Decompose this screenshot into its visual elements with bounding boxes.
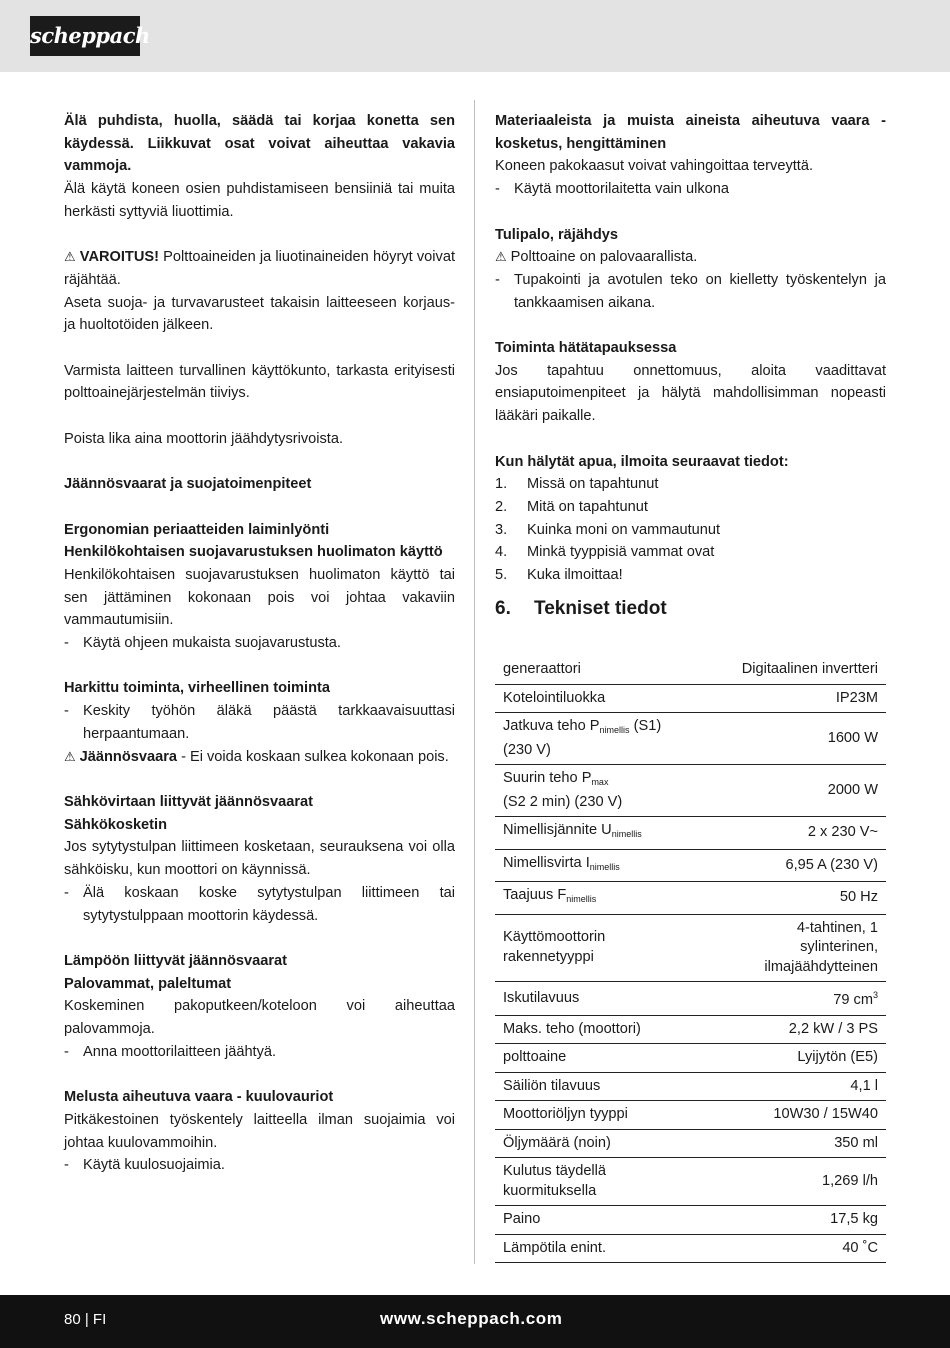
dash-list-item: - Älä koskaan koske sytytystulpan liittimeen tai sytytystulppaan moottorin käydessä. <box>64 884 455 924</box>
table-row: generaattori Digitaalinen invertteri <box>495 656 886 684</box>
table-row: Kulutus täydellä kuormituksella 1,269 l/h <box>495 1158 886 1206</box>
heading: Materiaaleista ja muista aineista aiheutuva vaara - kosketus, hengittäminen <box>495 113 886 152</box>
table-row: Iskutilavuus 79 $cm^3$ <box>495 982 886 1016</box>
numbered-list-item: 5. Kuka ilmoittaa! <box>495 567 623 584</box>
heading: Tulipalo, räjähdys <box>495 226 618 243</box>
table-row: Nimellisjännite $U_{nimellis}$ 2 x 230 V~ <box>495 817 886 850</box>
dash-list-item: - Käytä kuulosuojaimia. <box>64 1157 225 1174</box>
table-row: Lämpötila enint. 40 ˚C <box>495 1234 886 1263</box>
dash-list-item: - Anna moottorilaitteen jäähtyä. <box>64 1043 277 1060</box>
paragraph: Aseta suoja- ja turvavarusteet takaisin laitteeseen korjaus- ja huoltotöiden jälkeen. <box>64 294 455 334</box>
warning-text: Polttoaine on palovaarallista. <box>510 249 698 266</box>
table-row: Käyttömoottorin rakennetyyppi 4-tahtinen, 1 sylinterinen, ilmajäähdytteinen <box>495 914 886 982</box>
table-row: Jatkuva teho $P_{nimellis}$ (S1) (230 V) 1600 W <box>495 713 886 765</box>
heading: Sähkövirtaan liittyvät jäännösvaarat <box>64 793 314 810</box>
paragraph: Jos tapahtuu onnettomuus, aloita vaadittavat ensiaputoimenpiteet ja hälytä mahdollisimman nopeasti lääkäri paikalle. <box>495 362 886 425</box>
paragraph: Varmista laitteen turvallinen käyttökunto, tarkasta erityisesti polttoainejärjestelmän tiiviys. <box>64 362 455 402</box>
heading: Palovammat, paleltumat <box>64 975 232 992</box>
heading: Harkittu toiminta, virheellinen toiminta <box>64 680 330 697</box>
table-row: Kotelointiluokka IP23M <box>495 684 886 713</box>
column-divider <box>474 100 475 1264</box>
numbered-list-item: 3. Kuinka moni on vammautunut <box>495 521 721 538</box>
numbered-list-item: 2. Mitä on tapahtunut <box>495 498 648 515</box>
table-row: Moottoriöljyn tyyppi 10W30 / 15W40 <box>495 1101 886 1130</box>
dash-list-item: - Tupakointi ja avotulen teko on kielletty työskentelyn ja tankkaamisen aikana. <box>495 271 886 311</box>
table-row: Öljymäärä (noin) 350 ml <box>495 1129 886 1158</box>
paragraph: Poista lika aina moottorin jäähdytysrivoista. <box>64 430 344 447</box>
heading: Jäännösvaarat ja suojatoimenpiteet <box>64 476 312 493</box>
warning-text: - Ei voida koskaan sulkea kokonaan pois. <box>177 748 449 765</box>
table-row: Paino 17,5 kg <box>495 1206 886 1235</box>
table-row: polttoaine Lyijytön (E5) <box>495 1044 886 1073</box>
paragraph: Pitkäkestoinen työskentely laitteella ilman suojaimia voi johtaa kuulovammoihin. <box>64 1111 455 1151</box>
warning-triangle-icon: ⚠ <box>64 748 76 764</box>
table-row: Nimellisvirta $I_{nimellis}$ 6,95 A (230 V) <box>495 849 886 882</box>
dash-list-item: - Käytä ohjeen mukaista suojavarustusta. <box>64 635 341 652</box>
heading: Kun hälytät apua, ilmoita seuraavat tiedot: <box>495 453 789 470</box>
dash-list-item: - Keskity työhön äläkä päästä tarkkaavaisuuttasi herpaantumaan. <box>64 703 455 742</box>
heading: Ergonomian periaatteiden laiminlyönti <box>64 521 330 538</box>
section-title: 6. Tekniset tiedot <box>495 597 667 619</box>
table-row: Taajuus $F_{nimellis}$ 50 Hz <box>495 882 886 915</box>
right-column <box>495 110 886 622</box>
table-row: Suurin teho $P_{max}$ (S2 2 min) (230 V) 2000 W <box>495 765 886 817</box>
warning-triangle-icon: ⚠ <box>64 249 76 265</box>
paragraph: Henkilökohtaisen suojavarustuksen huolimaton käyttö tai sen jättäminen kokonaan pois voi johtaa vakaviin vammautumisiin. <box>64 566 455 629</box>
website-url: www.scheppach.com <box>380 1309 563 1328</box>
heading: Henkilökohtaisen suojavarustuksen huolimaton käyttö <box>64 544 443 561</box>
paragraph: Koneen pakokaasut voivat vahingoittaa terveyttä. <box>495 158 814 175</box>
paragraph: Jos sytytystulpan liittimeen kosketaan, seurauksena voi olla sähköisku, kun moottori on käynnissä. <box>64 839 455 879</box>
warning-text: Polttoaineiden ja liuotinaineiden höyryt voivat räjähtää. <box>64 249 455 288</box>
heading: Toiminta hätätapauksessa <box>495 340 677 356</box>
heading: Melusta aiheutuva vaara - kuulovauriot <box>64 1089 334 1106</box>
page-header <box>0 0 950 72</box>
table-row: Säiliön tilavuus 4,1 l <box>495 1072 886 1101</box>
warning-triangle-icon: ⚠ <box>495 249 507 265</box>
heading: Lämpöön liittyvät jäännösvaarat <box>64 952 288 969</box>
table-row: Maks. teho (moottori) 2,2 kW / 3 PS <box>495 1015 886 1044</box>
spec-table <box>495 656 886 1263</box>
warning-paragraph <box>64 746 455 769</box>
warning-label: VAROITUS! <box>79 249 159 266</box>
warning-label: Jäännösvaara <box>79 748 178 765</box>
warning-paragraph <box>495 246 886 269</box>
page-footer <box>0 1295 950 1348</box>
dash-list-item: - Käytä moottorilaitetta vain ulkona <box>495 181 729 198</box>
paragraph: Koskeminen pakoputkeen/koteloon voi aiheuttaa palovammoja. <box>64 998 455 1037</box>
page-number: 80 | FI <box>64 1311 107 1328</box>
paragraph: Älä käytä koneen osien puhdistamiseen bensiiniä tai muita herkästi syttyviä liuottimia. <box>64 181 455 220</box>
scheppach-logo: scheppach <box>30 16 140 56</box>
left-column <box>64 110 455 1177</box>
numbered-list-item: 4. Minkä tyyppisiä vammat ovat <box>495 544 715 561</box>
heading: Sähkökosketin <box>64 816 168 833</box>
paragraph-bold: Älä puhdista, huolla, säädä tai korjaa konetta sen käydessä. Liikkuvat osat voivat aiheuttaa vakavia vammoja. <box>64 113 455 175</box>
warning-paragraph <box>64 246 455 291</box>
numbered-list-item: 1. Missä on tapahtunut <box>495 476 659 493</box>
